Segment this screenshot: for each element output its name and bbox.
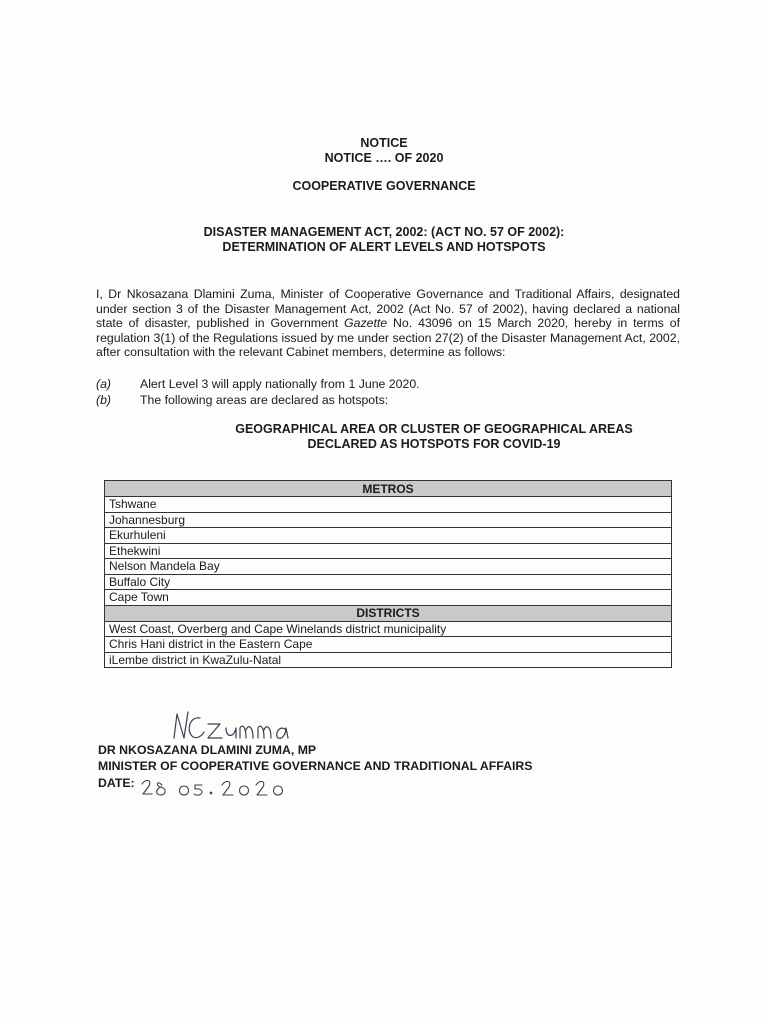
metro-cell: Johannesburg (105, 512, 672, 528)
hotspots-table (104, 480, 672, 668)
list-marker: (a) (96, 377, 112, 391)
district-cell: West Coast, Overberg and Cape Winelands district municipality (105, 621, 672, 637)
table-row (105, 512, 672, 528)
metro-cell: Ethekwini (105, 543, 672, 559)
table-row (105, 637, 672, 653)
preamble-part1: I, Dr Nkosazana Dlamini Zuma, Minister of Cooperative Governance and Traditional Affairs, designated under section 3 of the Disaster Management Act, 2002 (Act No. 57 of 2002), having declared a national state of disaster, published in Government (96, 287, 680, 331)
metro-cell: Tshwane (105, 497, 672, 513)
handwritten-signature (168, 708, 298, 744)
table-row (105, 605, 672, 621)
table-row (105, 559, 672, 575)
districts-header: DISTRICTS (105, 605, 672, 621)
notice-label: NOTICE (360, 136, 408, 150)
act-title-line1: DISASTER MANAGEMENT ACT, 2002: (ACT NO. 57 OF 2002): (203, 225, 565, 239)
department-heading: COOPERATIVE GOVERNANCE (292, 179, 476, 193)
table-row (105, 497, 672, 513)
notice-heading (0, 136, 768, 166)
signatory-title: MINISTER OF COOPERATIVE GOVERNANCE AND TRADITIONAL AFFAIRS (98, 759, 533, 773)
metros-header: METROS (105, 481, 672, 497)
metro-cell: Nelson Mandela Bay (105, 559, 672, 575)
table-row (105, 574, 672, 590)
table-row (105, 590, 672, 606)
table-row (105, 621, 672, 637)
table-row (105, 481, 672, 497)
table-row (105, 543, 672, 559)
table-title (50, 422, 768, 452)
preamble-gazette: Gazette (344, 316, 388, 331)
signatory-name: DR NKOSAZANA DLAMINI ZUMA, MP (98, 743, 317, 757)
notice-number: NOTICE …. OF 2020 (324, 151, 444, 165)
list-text: The following areas are declared as hotspots: (140, 393, 389, 407)
metro-cell: Ekurhuleni (105, 528, 672, 544)
table-row (105, 652, 672, 668)
table-title-line2: DECLARED AS HOTSPOTS FOR COVID-19 (307, 437, 561, 451)
list-text: Alert Level 3 will apply nationally from 1 June 2020. (140, 377, 420, 391)
date-label: DATE: (98, 776, 135, 790)
metro-cell: Cape Town (105, 590, 672, 606)
metro-cell: Buffalo City (105, 574, 672, 590)
act-title (0, 225, 768, 255)
district-cell: iLembe district in KwaZulu-Natal (105, 652, 672, 668)
act-title-line2: DETERMINATION OF ALERT LEVELS AND HOTSPOTS (222, 240, 546, 254)
table-title-line1: GEOGRAPHICAL AREA OR CLUSTER OF GEOGRAPHICAL AREAS (235, 422, 633, 436)
preamble-part2: No. 43096 on 15 March 2020, hereby in terms of regulation 3(1) of the Regulations issued by me under section 27(2) of the Disaster Management Act, 2002, after consultation with the relevant Cabinet members, determine as follows: (96, 316, 680, 360)
district-cell: Chris Hani district in the Eastern Cape (105, 637, 672, 653)
handwritten-date (140, 776, 290, 798)
preamble-paragraph (96, 287, 680, 360)
list-marker: (b) (96, 393, 112, 407)
table-row (105, 528, 672, 544)
